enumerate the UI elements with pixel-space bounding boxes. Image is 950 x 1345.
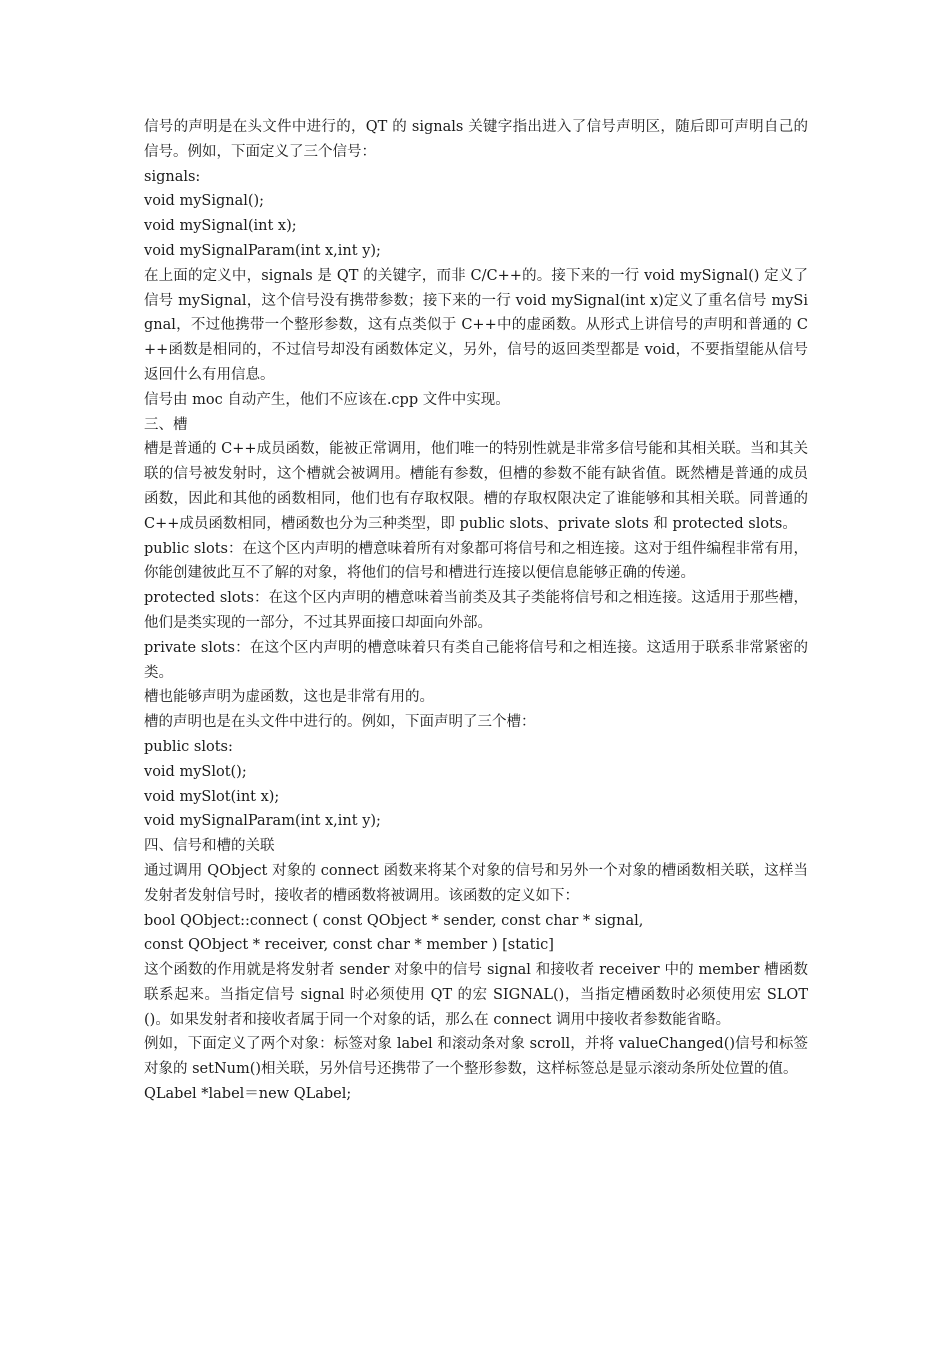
para-moc: 信号由 moc 自动产生，他们不应该在.cpp 文件中实现。 — [144, 391, 510, 408]
heading-slots: 三、槽 — [144, 416, 188, 433]
heading-signal-slot-connection: 四、信号和槽的关联 — [144, 838, 275, 855]
code-connect-signature-2: const QObject * receiver, const char * member ) [static] — [144, 937, 554, 954]
para-connect-explanation: 这个函数的作用就是将发射者 sender 对象中的信号 signal 和接收者 receiver 中的 member 槽函数联系起来。当指定信号 signal 时必须使用 QT 的宏 SIGNAL()，当指定槽函数时必须使用宏 SLOT()。如果发射者和接收者属于同一个对象的话，那么在 connect 调用中接收者参数能省略。 — [144, 962, 808, 1028]
para-private-slots: private slots：在这个区内声明的槽意味着只有类自己能将信号和之相连接。这适用于联系非常紧密的类。 — [144, 639, 808, 681]
code-signal-1: void mySignal(); — [144, 193, 265, 210]
para-connect-intro: 通过调用 QObject 对象的 connect 函数来将某个对象的信号和另外一个对象的槽函数相关联，这样当发射者发射信号时，接收者的槽函数将被调用。该函数的定义如下： — [144, 862, 808, 904]
para-slot-declaration-intro: 槽的声明也是在头文件中进行的。例如，下面声明了三个槽： — [144, 714, 536, 731]
para-slot-definition: 槽是普通的 C++成员函数，能被正常调用，他们唯一的特别性就是非常多信号能和其相关联。当和其关联的信号被发射时，这个槽就会被调用。槽能有参数，但槽的参数不能有缺省值。既然槽是普通的成员函数，因此和其他的函数相同，他们也有存取权限。槽的存取权限决定了谁能够和其相关联。同普通的 C++成员函数相同，槽函数也分为三种类型，即 public slots、private slots 和 protected slots。 — [144, 441, 808, 532]
code-connect-signature-1: bool QObject::connect ( const QObject * sender, const char * signal, — [144, 912, 644, 929]
code-slot-2: void mySlot(int x); — [144, 788, 280, 805]
code-slot-3: void mySignalParam(int x,int y); — [144, 813, 381, 830]
document-body — [144, 115, 808, 1107]
code-slot-1: void mySlot(); — [144, 763, 247, 780]
code-signal-3: void mySignalParam(int x,int y); — [144, 242, 381, 259]
para-example-intro: 例如，下面定义了两个对象：标签对象 label 和滚动条对象 scroll，并将 valueChanged()信号和标签对象的 setNum()相关联，另外信号还携带了一个整形参数，这样标签总是显示滚动条所处位置的值。 — [144, 1036, 808, 1078]
para-signal-explanation: 在上面的定义中，signals 是 QT 的关键字，而非 C/C++的。接下来的一行 void mySignal() 定义了信号 mySignal，这个信号没有携带参数；接下来的一行 void mySignal(int x)定义了重名信号 mySignal，不过他携带一个整形参数，这有点类似于 C++中的虚函数。从形式上讲信号的声明和普通的 C++函数是相同的，不过信号却没有函数体定义，另外，信号的返回类型都是 void，不要指望能从信号返回什么有用信息。 — [144, 267, 808, 383]
para-signal-declaration-intro: 信号的声明是在头文件中进行的，QT 的 signals 关键字指出进入了信号声明区，随后即可声明自己的信号。例如，下面定义了三个信号： — [144, 119, 808, 160]
para-public-slots: public slots：在这个区内声明的槽意味着所有对象都可将信号和之相连接。这对于组件编程非常有用，你能创建彼此互不了解的对象，将他们的信号和槽进行连接以便信息能够正确的传递。 — [144, 540, 808, 582]
para-virtual-slots: 槽也能够声明为虚函数，这也是非常有用的。 — [144, 689, 434, 706]
code-signal-2: void mySignal(int x); — [144, 218, 297, 235]
code-qlabel: QLabel *label＝new QLabel; — [144, 1086, 352, 1103]
code-signals-keyword: signals: — [144, 168, 201, 185]
code-public-slots-keyword: public slots: — [144, 738, 233, 755]
para-protected-slots: protected slots：在这个区内声明的槽意味着当前类及其子类能将信号和之相连接。这适用于那些槽，他们是类实现的一部分，不过其界面接口却面向外部。 — [144, 590, 808, 631]
